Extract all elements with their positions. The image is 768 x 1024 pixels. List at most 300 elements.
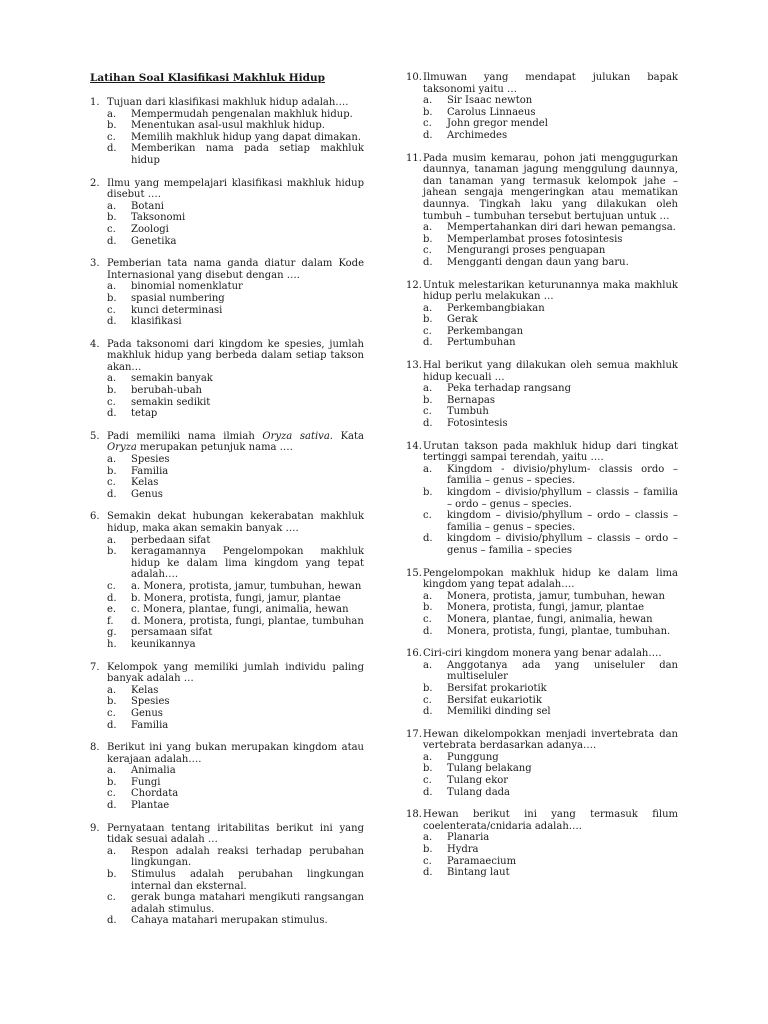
option-text: Botani xyxy=(131,200,164,212)
option-letter: a. xyxy=(423,590,433,602)
option-letter: a. xyxy=(107,534,117,546)
question-text: Pada musim kemarau, pohon jati menggugurkan daunnya, tanaman jagung menggulung daunnya, dan tanaman yang termasuk kelompok jahe – jahean sengaja mengeringkan atau mematikan daunnya. Tingkah laku yang dilakukan oleh tumbuh – tumbuhan tersebut bertujuan untuk … xyxy=(423,152,678,222)
question-item xyxy=(90,97,364,167)
option-text: Hydra xyxy=(447,844,479,856)
option-letter: e. xyxy=(107,604,117,616)
question-number: 4. xyxy=(90,338,100,350)
question-text-italic: Oryza sativa. xyxy=(262,430,333,442)
option-letter: c. xyxy=(107,892,116,904)
answer-option xyxy=(107,639,364,651)
option-list xyxy=(423,660,678,718)
answer-option xyxy=(107,408,364,420)
answer-option xyxy=(107,593,364,605)
question-text: Hewan berikut ini yang termasuk filum coelenterata/cnidaria adalah…. xyxy=(423,809,678,832)
option-text: Spesies xyxy=(131,696,170,708)
answer-option xyxy=(107,535,364,547)
question-stem xyxy=(406,729,678,752)
question-item xyxy=(406,648,678,718)
question-text: Kelompok yang memiliki jumlah individu paling banyak adalah … xyxy=(107,661,364,685)
option-letter: a. xyxy=(107,845,117,857)
answer-option xyxy=(423,303,678,315)
option-letter: b. xyxy=(107,292,117,304)
option-letter: d. xyxy=(107,719,117,731)
question-text: Pengelompokan makhluk hidup ke dalam lima kingdom yang tepat adalah…. xyxy=(423,567,678,591)
option-letter: d. xyxy=(423,533,433,545)
option-letter: g. xyxy=(107,627,117,639)
option-letter: c. xyxy=(107,396,116,408)
option-letter: b. xyxy=(423,314,433,326)
option-letter: d. xyxy=(423,867,433,879)
option-letter: b. xyxy=(423,763,433,775)
option-text: Fungi xyxy=(131,776,161,788)
question-text: Untuk melestarikan keturunannya maka makhluk hidup perlu melakukan … xyxy=(423,279,678,303)
answer-option xyxy=(107,224,364,236)
option-text: Mengganti dengan daun yang baru. xyxy=(447,256,629,268)
question-number: 11. xyxy=(406,152,422,164)
option-text: Perkembangbiakan xyxy=(447,302,545,314)
option-letter: c. xyxy=(423,245,432,257)
option-letter: b. xyxy=(107,696,117,708)
question-text: Berikut ini yang bukan merupakan kingdom atau kerajaan adalah…. xyxy=(107,742,364,765)
option-letter: d. xyxy=(423,418,433,430)
question-number: 14. xyxy=(406,440,422,452)
answer-option xyxy=(423,487,678,510)
question-number: 17. xyxy=(406,728,422,740)
option-list xyxy=(423,464,678,557)
answer-option xyxy=(107,454,364,466)
answer-option xyxy=(107,915,364,927)
option-letter: b. xyxy=(423,233,433,245)
question-number: 15. xyxy=(406,567,422,579)
option-text: Memperlambat proses fotosintesis xyxy=(447,233,623,245)
answer-option xyxy=(107,777,364,789)
question-item xyxy=(90,742,364,812)
option-text: Monera, plantae, fungi, animalia, hewan xyxy=(447,613,653,625)
option-text: Familia xyxy=(131,719,169,731)
question-stem xyxy=(90,662,364,685)
answer-option xyxy=(423,418,678,430)
option-text: Familia xyxy=(131,465,169,477)
option-text: Kelas xyxy=(131,684,159,696)
answer-option xyxy=(107,788,364,800)
option-text: Perkembangan xyxy=(447,325,524,337)
answer-option xyxy=(423,591,678,603)
option-list xyxy=(107,281,364,327)
question-number: 8. xyxy=(90,742,100,754)
answer-option xyxy=(107,132,364,144)
question-stem xyxy=(90,178,364,201)
answer-option xyxy=(107,120,364,132)
option-letter: d. xyxy=(423,337,433,349)
option-letter: d. xyxy=(107,143,117,155)
question-text: Pemberian tata nama ganda diatur dalam Kode Internasional yang disebut dengan …. xyxy=(107,258,364,281)
option-text: Animalia xyxy=(131,765,176,777)
option-text: gerak bunga matahari mengikuti rangsangan adalah stimulus. xyxy=(131,892,364,915)
answer-option xyxy=(423,706,678,718)
option-letter: b. xyxy=(423,394,433,406)
option-letter: d. xyxy=(107,915,117,927)
option-text: Fotosintesis xyxy=(447,418,508,430)
option-list xyxy=(107,373,364,419)
option-text: Cahaya matahari merupakan stimulus. xyxy=(131,915,328,927)
option-text: Punggung xyxy=(447,751,499,763)
question-number: 13. xyxy=(406,360,422,372)
option-text: Anggotanya ada yang uniseluler dan multiseluler xyxy=(447,659,678,683)
question-item xyxy=(90,823,364,927)
question-item xyxy=(90,431,364,501)
answer-option xyxy=(107,385,364,397)
answer-option xyxy=(107,846,364,869)
answer-option xyxy=(423,314,678,326)
option-list xyxy=(107,535,364,651)
option-text: Mempertahankan diri dari hewan pemangsa. xyxy=(447,222,676,234)
answer-option xyxy=(423,464,678,487)
question-stem xyxy=(90,742,364,765)
option-text: Tumbuh xyxy=(447,406,489,418)
answer-option xyxy=(107,143,364,166)
answer-option xyxy=(423,395,678,407)
option-letter: d. xyxy=(423,786,433,798)
question-stem xyxy=(90,823,364,846)
answer-option xyxy=(107,477,364,489)
answer-option xyxy=(107,720,364,732)
option-letter: c. xyxy=(423,406,432,418)
question-item xyxy=(406,280,678,350)
option-letter: c. xyxy=(423,855,432,867)
answer-option xyxy=(423,245,678,257)
option-letter: c. xyxy=(107,477,116,489)
question-stem xyxy=(406,809,678,832)
option-letter: a. xyxy=(423,659,433,671)
answer-option xyxy=(107,581,364,593)
answer-option xyxy=(107,489,364,501)
answer-option xyxy=(423,107,678,119)
option-list xyxy=(107,109,364,167)
option-text: perbedaan sifat xyxy=(131,534,211,546)
option-list xyxy=(423,383,678,429)
option-text: Sir Isaac newton xyxy=(447,95,533,107)
answer-option xyxy=(423,234,678,246)
answer-option xyxy=(423,383,678,395)
option-letter: b. xyxy=(107,546,117,558)
option-text: d. Monera, protista, fungi, plantae, tumbuhan xyxy=(131,615,364,627)
option-letter: a. xyxy=(423,222,433,234)
answer-option xyxy=(423,695,678,707)
option-letter: c. xyxy=(423,775,432,787)
answer-option xyxy=(423,130,678,142)
option-text: kingdom – divisio/phyllum – ordo – classis – familia – genus – species. xyxy=(447,510,678,533)
answer-option xyxy=(107,305,364,317)
question-stem xyxy=(406,360,678,383)
option-text: Genus xyxy=(131,488,163,500)
answer-option xyxy=(107,293,364,305)
question-stem xyxy=(406,441,678,464)
option-letter: b. xyxy=(107,120,117,132)
option-text: Gerak xyxy=(447,314,478,326)
option-letter: a. xyxy=(423,383,433,395)
option-list xyxy=(107,846,364,927)
option-text: kunci determinasi xyxy=(131,304,223,316)
question-stem xyxy=(90,258,364,281)
question-text-part: Padi memiliki nama ilmiah xyxy=(107,430,263,442)
question-text-part: merupakan petunjuk nama …. xyxy=(136,442,293,454)
option-letter: h. xyxy=(107,638,117,650)
option-letter: a. xyxy=(107,108,117,120)
option-letter: b. xyxy=(423,106,433,118)
option-text: Zoologi xyxy=(131,223,169,235)
option-letter: d. xyxy=(107,235,117,247)
question-text-italic: Oryza xyxy=(107,442,137,454)
option-list xyxy=(423,95,678,141)
option-text: Peka terhadap rangsang xyxy=(447,383,571,395)
option-letter: a. xyxy=(107,454,117,466)
answer-option xyxy=(423,602,678,614)
answer-option xyxy=(107,616,364,628)
option-letter: b. xyxy=(423,487,433,498)
option-letter: b. xyxy=(107,465,117,477)
answer-option xyxy=(423,844,678,856)
option-letter: d. xyxy=(107,488,117,500)
option-text: Mengurangi proses penguapan xyxy=(447,245,606,257)
answer-option xyxy=(107,708,364,720)
answer-option xyxy=(107,627,364,639)
question-item xyxy=(406,729,678,799)
option-text: b. Monera, protista, fungi, jamur, plantae xyxy=(131,592,341,604)
answer-option xyxy=(423,752,678,764)
answer-option xyxy=(107,236,364,248)
option-text: c. Monera, plantae, fungi, animalia, hewan xyxy=(131,604,349,616)
option-letter: a. xyxy=(107,200,117,212)
option-letter: c. xyxy=(423,325,432,337)
question-text: Ciri-ciri kingdom monera yang benar adalah…. xyxy=(423,648,662,660)
answer-option xyxy=(423,660,678,683)
option-text: Archimedes xyxy=(447,129,508,141)
question-number: 1. xyxy=(90,97,100,108)
option-text: kingdom – divisio/phyllum – classis – ordo – genus – familia – species xyxy=(447,533,678,556)
question-stem xyxy=(406,568,678,591)
question-number: 12. xyxy=(406,279,422,291)
left-column xyxy=(90,72,364,938)
option-text: Tulang ekor xyxy=(447,775,509,787)
question-number: 7. xyxy=(90,661,100,673)
answer-option xyxy=(423,626,678,638)
option-text: persamaan sifat xyxy=(131,627,213,639)
question-number: 6. xyxy=(90,511,100,523)
option-letter: a. xyxy=(107,373,117,385)
answer-option xyxy=(107,546,364,581)
answer-option xyxy=(107,892,364,915)
question-stem xyxy=(406,648,678,660)
question-stem xyxy=(90,431,364,454)
option-text: Bersifat prokariotik xyxy=(447,682,547,694)
answer-option xyxy=(107,212,364,224)
option-letter: b. xyxy=(107,212,117,224)
answer-option xyxy=(423,510,678,533)
answer-option xyxy=(107,696,364,708)
answer-option xyxy=(423,763,678,775)
option-letter: a. xyxy=(107,684,117,696)
answer-option xyxy=(107,869,364,892)
option-letter: c. xyxy=(107,304,116,316)
question-number: 9. xyxy=(90,822,100,834)
option-list xyxy=(423,591,678,637)
question-text: Hal berikut yang dilakukan oleh semua makhluk hidup kecuali … xyxy=(423,360,678,383)
option-letter: a. xyxy=(423,95,433,107)
answer-option xyxy=(423,533,678,556)
answer-option xyxy=(107,281,364,293)
option-letter: d. xyxy=(107,408,117,420)
option-text: Memiliki dinding sel xyxy=(447,706,551,718)
question-text: Tujuan dari klasifikasi makhluk hidup adalah…. xyxy=(107,97,349,108)
option-text: Menentukan asal-usul makhluk hidup. xyxy=(131,120,325,132)
answer-option xyxy=(423,326,678,338)
question-number: 18. xyxy=(406,809,422,821)
option-text: Genus xyxy=(131,707,163,719)
question-item xyxy=(90,662,364,732)
option-letter: b. xyxy=(423,682,433,694)
question-text: Urutan takson pada makhluk hidup dari tingkat tertinggi sampai terendah, yaitu …. xyxy=(423,440,678,464)
option-text: Bintang laut xyxy=(447,867,510,879)
option-letter: b. xyxy=(423,602,433,614)
answer-option xyxy=(107,800,364,812)
answer-option xyxy=(423,787,678,799)
option-text: Monera, protista, fungi, jamur, plantae xyxy=(447,602,645,614)
question-item xyxy=(406,72,678,142)
option-list xyxy=(107,765,364,811)
option-text: Monera, protista, jamur, tumbuhan, hewan xyxy=(447,590,665,602)
option-list xyxy=(423,832,678,878)
answer-option xyxy=(107,685,364,697)
answer-option xyxy=(423,95,678,107)
question-stem xyxy=(90,97,364,109)
option-list xyxy=(423,222,678,268)
question-stem xyxy=(90,511,364,534)
page-title: Latihan Soal Klasifikasi Makhluk Hidup xyxy=(90,72,325,84)
question-item xyxy=(406,809,678,879)
question-item xyxy=(90,178,364,248)
answer-option xyxy=(423,683,678,695)
answer-option xyxy=(423,257,678,269)
option-text: Memberikan nama pada setiap makhluk hidup xyxy=(131,143,364,166)
option-letter: c. xyxy=(107,707,116,719)
option-text: Chordata xyxy=(131,788,179,800)
option-text: kingdom – divisio/phyllum – classis – familia – ordo – genus – species. xyxy=(447,487,678,510)
answer-option xyxy=(107,109,364,121)
answer-option xyxy=(107,316,364,328)
question-text xyxy=(107,431,364,454)
option-letter: c. xyxy=(423,118,432,130)
option-letter: c. xyxy=(107,788,116,800)
option-letter: c. xyxy=(107,131,116,143)
option-text: Kelas xyxy=(131,477,159,489)
option-text: semakin sedikit xyxy=(131,396,211,408)
option-text: binomial nomenklatur xyxy=(131,281,243,293)
option-text: Respon adalah reaksi terhadap perubahan lingkungan. xyxy=(131,845,364,869)
option-text: Planaria xyxy=(447,832,490,844)
option-letter: d. xyxy=(107,592,117,604)
option-text: Pertumbuhan xyxy=(447,337,516,349)
option-letter: b. xyxy=(107,869,117,881)
answer-option xyxy=(423,222,678,234)
right-column xyxy=(406,72,678,890)
answer-option xyxy=(107,201,364,213)
option-letter: b. xyxy=(107,385,117,397)
option-text: Monera, protista, fungi, plantae, tumbuhan. xyxy=(447,625,671,637)
option-letter: a. xyxy=(423,832,433,844)
option-text: spasial numbering xyxy=(131,292,225,304)
question-stem xyxy=(406,72,678,95)
question-stem xyxy=(406,280,678,303)
option-letter: a. xyxy=(107,281,117,293)
question-number: 2. xyxy=(90,177,100,189)
option-letter: c. xyxy=(423,613,432,625)
answer-option xyxy=(423,406,678,418)
option-text: Plantae xyxy=(131,800,170,812)
answer-option xyxy=(107,765,364,777)
answer-option xyxy=(107,397,364,409)
option-letter: c. xyxy=(423,694,432,706)
question-text: Pada taksonomi dari kingdom ke spesies, jumlah makhluk hidup yang berbeda dalam setiap takson akan… xyxy=(107,338,364,373)
option-text: Tulang dada xyxy=(447,786,511,798)
option-letter: d. xyxy=(107,316,117,328)
option-text: Memilih makhluk hidup yang dapat dimakan. xyxy=(131,131,361,143)
option-letter: c. xyxy=(107,223,116,235)
question-number: 5. xyxy=(90,430,100,442)
option-text: tetap xyxy=(131,408,158,420)
question-stem xyxy=(90,339,364,374)
answer-option xyxy=(423,337,678,349)
option-text: John gregor mendel xyxy=(447,118,548,130)
question-item xyxy=(406,153,678,269)
question-stem xyxy=(406,153,678,223)
option-letter: c. xyxy=(423,510,432,522)
option-list xyxy=(423,303,678,349)
question-number: 10. xyxy=(406,72,422,83)
option-text: a. Monera, protista, jamur, tumbuhan, hewan xyxy=(131,580,362,592)
question-text: Pernyataan tentang iritabilitas berikut ini yang tidak sesuai adalah … xyxy=(107,822,364,846)
option-list xyxy=(107,201,364,247)
option-letter: d. xyxy=(423,129,433,141)
option-text: Bersifat eukariotik xyxy=(447,694,542,706)
answer-option xyxy=(423,775,678,787)
answer-option xyxy=(423,614,678,626)
option-text: Tulang belakang xyxy=(447,763,532,775)
option-letter: c. xyxy=(107,580,116,592)
question-item xyxy=(406,568,678,638)
question-item xyxy=(90,511,364,650)
option-text: Paramaecium xyxy=(447,855,517,867)
option-letter: d. xyxy=(107,800,117,812)
option-letter: d. xyxy=(423,706,433,718)
option-text: Spesies xyxy=(131,454,170,466)
option-text: Kingdom - divisio/phylum- classis ordo – familia – genus – species. xyxy=(447,463,678,487)
question-item xyxy=(406,360,678,430)
option-letter: f. xyxy=(107,615,114,627)
option-text: klasifikasi xyxy=(131,316,182,328)
question-text: Ilmuwan yang mendapat julukan bapak taksonomi yaitu … xyxy=(423,72,678,95)
question-text: Semakin dekat hubungan kekerabatan makhluk hidup, maka akan semakin banyak …. xyxy=(107,511,364,534)
question-item xyxy=(406,441,678,557)
answer-option xyxy=(423,856,678,868)
option-letter: a. xyxy=(107,765,117,777)
option-text: berubah-ubah xyxy=(131,385,202,397)
option-text: Taksonomi xyxy=(131,212,186,224)
question-item xyxy=(90,339,364,420)
question-number: 16. xyxy=(406,648,422,660)
option-letter: a. xyxy=(423,302,433,314)
option-text: semakin banyak xyxy=(131,373,213,385)
answer-option xyxy=(107,604,364,616)
